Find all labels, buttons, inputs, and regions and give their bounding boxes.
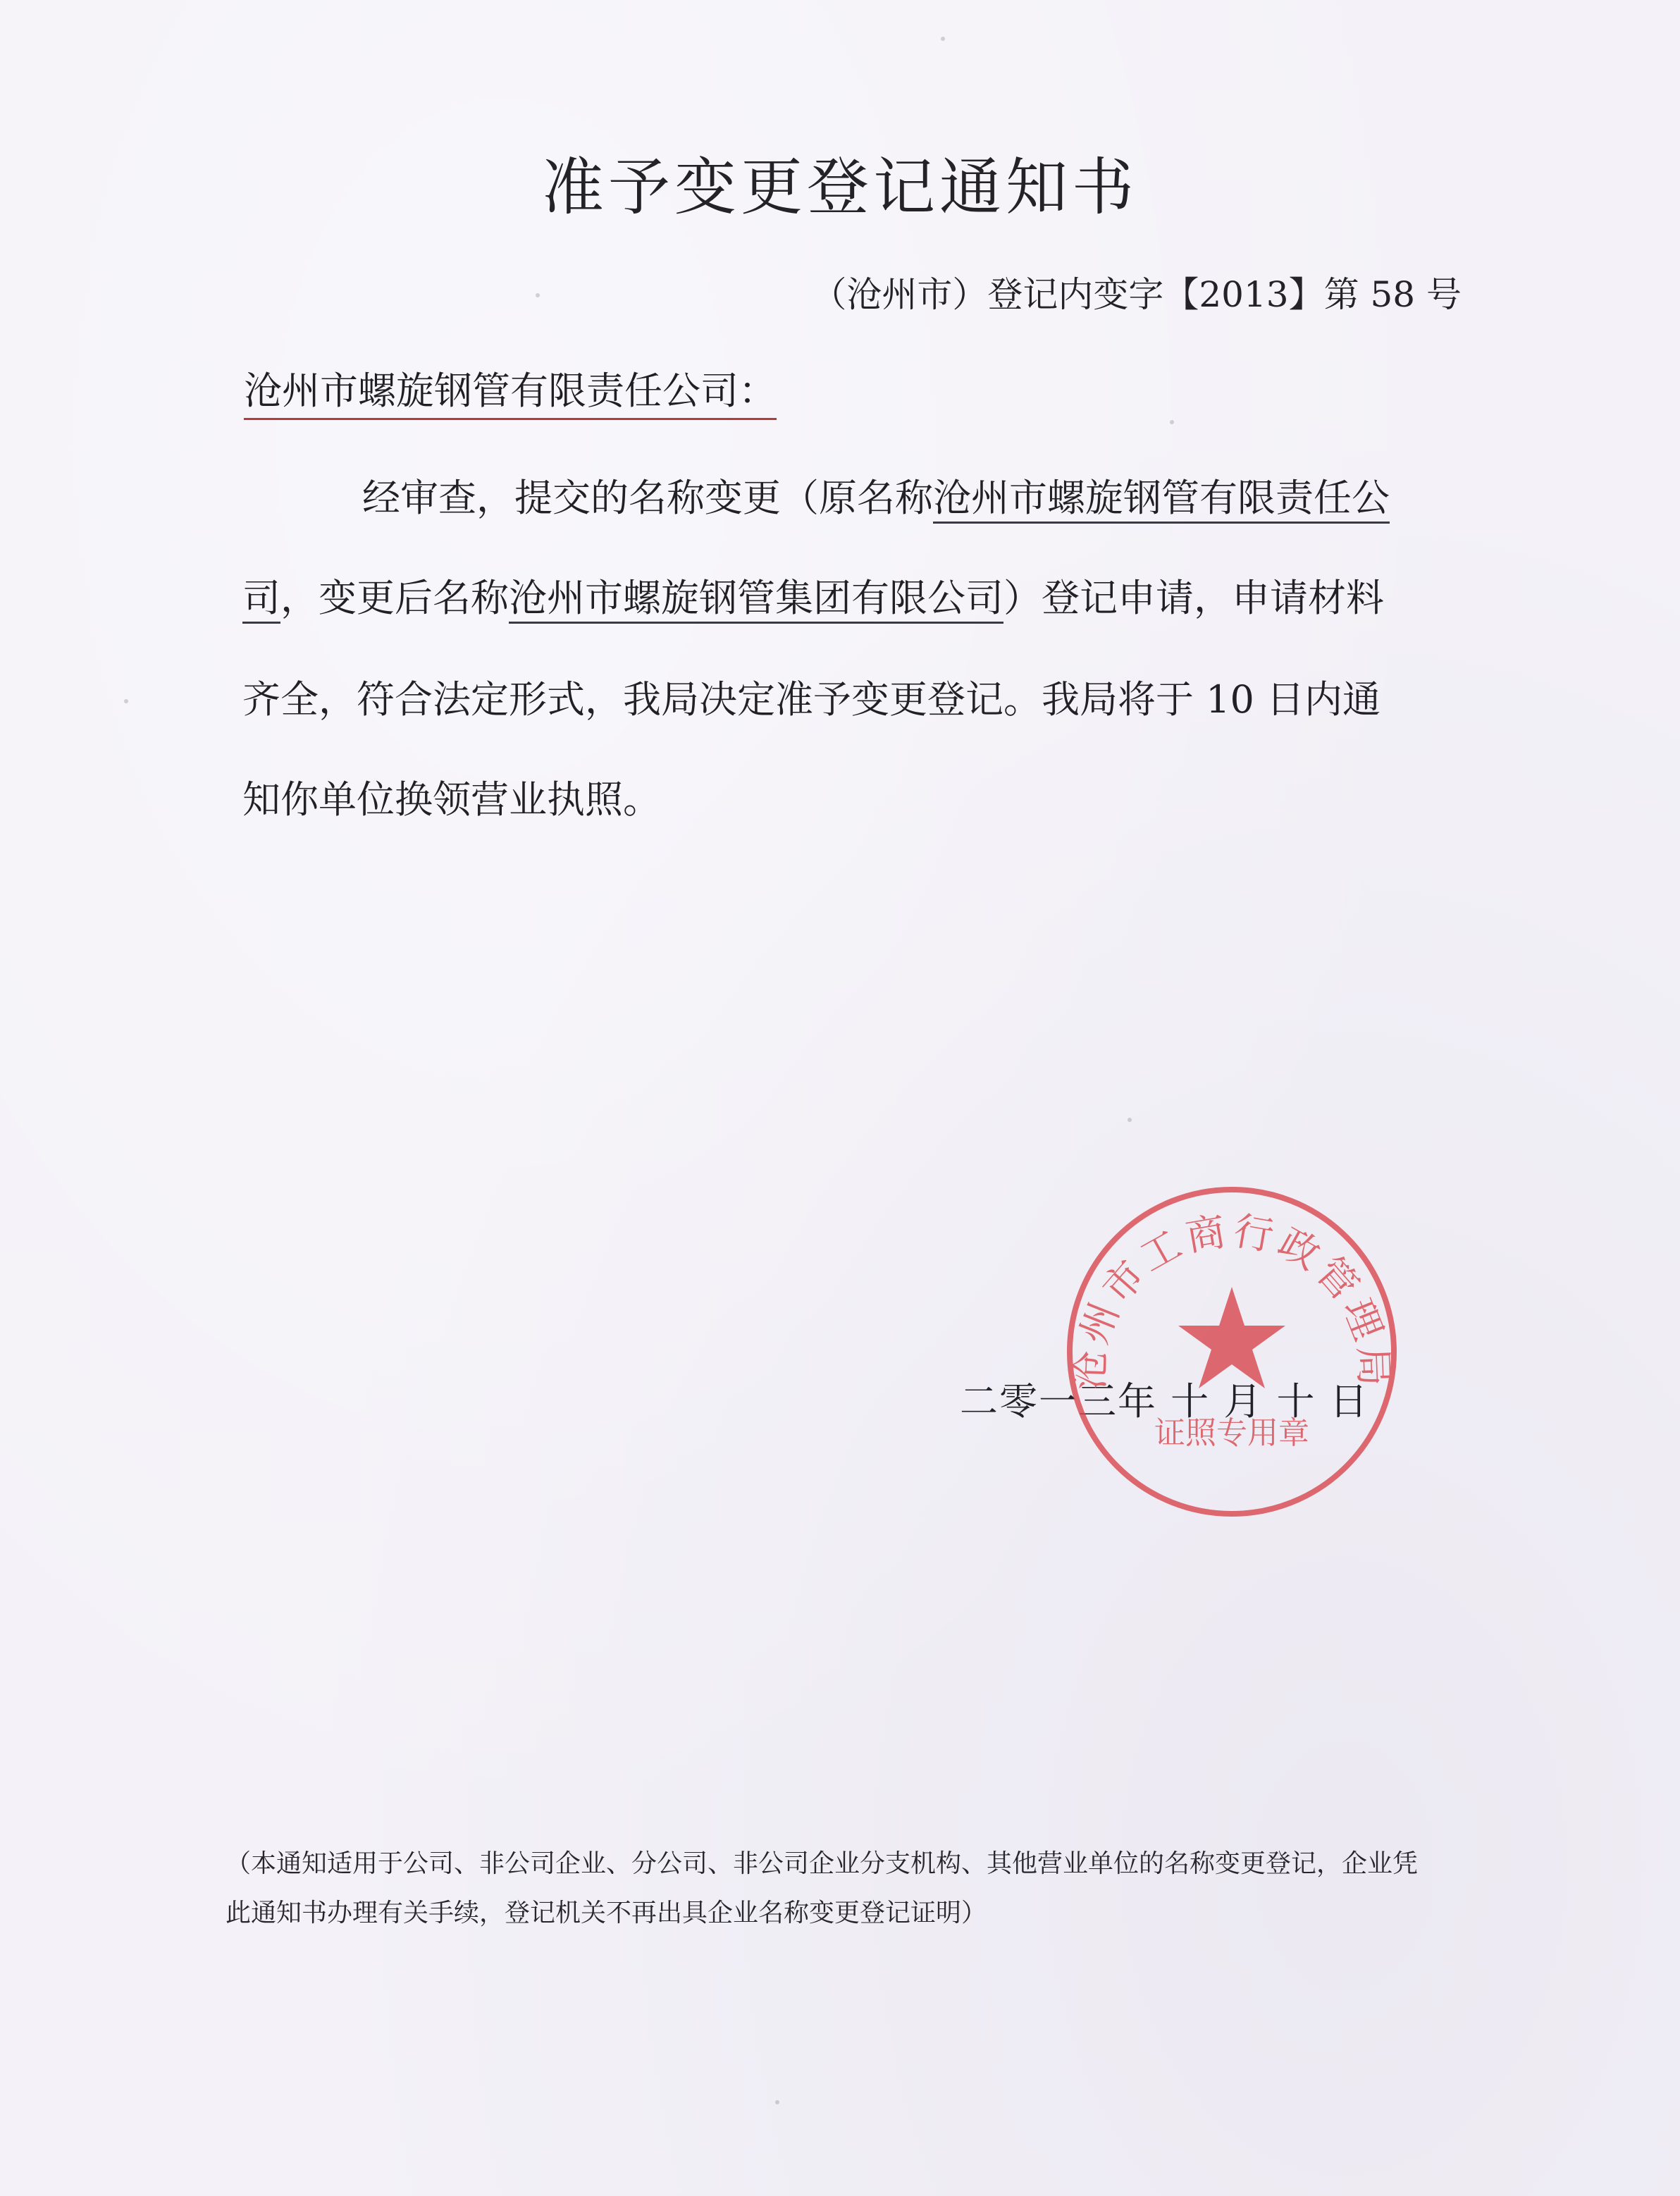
paper-speck bbox=[941, 37, 945, 41]
body-line-1 bbox=[362, 468, 1390, 522]
paper-speck bbox=[1128, 1118, 1132, 1122]
footnote-line-2: 此通知书办理有关手续，登记机关不再出具企业名称变更登记证明） bbox=[226, 1899, 987, 1927]
body-text: ）登记申请，申请材料 bbox=[1003, 576, 1384, 620]
addressee: 沧州市螺旋钢管有限责任公司： bbox=[244, 361, 777, 420]
new-name: 沧州市螺旋钢管集团有限公司 bbox=[509, 576, 1003, 624]
body-line-4: 知你单位换领营业执照。 bbox=[242, 777, 661, 822]
seal-inner-text: 证照专用章 bbox=[1154, 1415, 1309, 1451]
paper-speck bbox=[536, 293, 540, 297]
seal-outer-text: 沧州市工商行政管理局 bbox=[1067, 1208, 1397, 1391]
original-name-end: 司 bbox=[242, 576, 280, 624]
body-line-3: 齐全，符合法定形式，我局决定准予变更登记。我局将于 10 日内通 bbox=[242, 677, 1381, 722]
body-text: ，变更后名称 bbox=[280, 576, 509, 620]
official-seal bbox=[1061, 1181, 1402, 1522]
document-number: （沧州市）登记内变字【2013】第 58 号 bbox=[811, 274, 1462, 315]
issue-date: 二零一三年 十 月 十 日 bbox=[960, 1379, 1369, 1424]
body-line-2 bbox=[242, 568, 1384, 622]
document-title: 准予变更登记通知书 bbox=[541, 151, 1138, 223]
paper-speck bbox=[1170, 420, 1174, 424]
paper-speck bbox=[775, 2100, 779, 2104]
paper-speck bbox=[124, 699, 128, 703]
original-name: 沧州市螺旋钢管有限责任公 bbox=[933, 476, 1390, 524]
footnote-line-1: （本通知适用于公司、非公司企业、分公司、非公司企业分支机构、其他营业单位的名称变更登记，企业凭 bbox=[226, 1849, 1419, 1878]
body-text: 经审查，提交的名称变更（原名称 bbox=[362, 476, 933, 520]
star-icon bbox=[1178, 1287, 1285, 1388]
